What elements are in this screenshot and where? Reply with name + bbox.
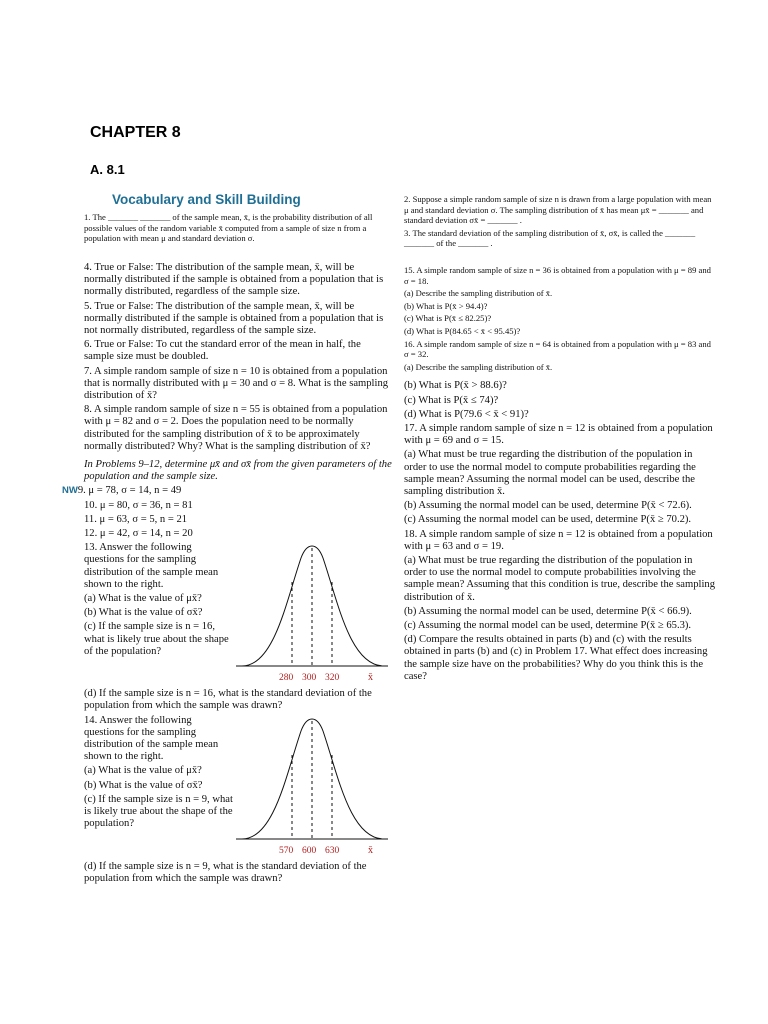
problem-13a: (a) What is the value of μx̄?	[84, 593, 202, 605]
chapter-title: CHAPTER 8	[90, 124, 181, 141]
left-column	[62, 192, 392, 887]
problem-18a: (a) What must be true regarding the distribution of the population in order to use the normal model to compute probabilities involving the sample mean? Assuming that this condition is true, describe the sampling distribution of x̄.	[404, 554, 715, 603]
problem-4: 4. True or False: The distribution of the sample mean, x̄, will be normally distributed if the sample is obtained from a population that is normally distributed, regardless of the sample size.	[84, 261, 384, 298]
nw-badge: NW	[62, 485, 78, 497]
problem-17: 17. A simple random sample of size n = 12 is obtained from a population with μ = 69 and σ = 15.	[404, 422, 713, 447]
problem-14-block	[84, 715, 392, 861]
instructions-9-12: In Problems 9–12, determine μx̄ and σx̄ from the given parameters of the population and the sample size.	[84, 459, 392, 483]
problem-18: 18. A simple random sample of size n = 12 is obtained from a population with μ = 63 and σ = 19.	[404, 528, 713, 552]
problem-16b: (b) What is P(x̄ > 88.6)?	[404, 380, 507, 392]
tick-320: 320	[325, 673, 340, 684]
problem-16: 16. A simple random sample of size n = 64 is obtained from a population with μ = 83 and σ = 32.	[404, 338, 711, 360]
problem-1: 1. The _______ _______ of the sample mean, x̄, is the probability distribution of all possible values of the random variable x̄ computed from a sample of size n from a population with mean μ and standard deviation σ.	[84, 212, 373, 244]
problem-16a: (a) Describe the sampling distribution of x̄.	[404, 361, 553, 372]
normal-curve-figure-13	[234, 542, 392, 688]
problem-13d: (d) If the sample size is n = 16, what is the standard deviation of the population from which the sample was drawn?	[84, 688, 372, 712]
problem-13: 13. Answer the following questions for the sampling distribution of the sample mean shown to the right.	[84, 542, 219, 590]
right-column	[404, 194, 716, 685]
tick-300: 300	[302, 673, 317, 684]
problem-17a: (a) What must be true regarding the distribution of the population in order to use the normal model to compute probabilities regarding the sample mean? Assuming the normal model can be used, describe the sampling distribution x̄.	[404, 449, 696, 497]
problem-15a: (a) Describe the sampling distribution of x̄.	[404, 288, 553, 299]
problem-9: NW9. μ = 78, σ = 14, n = 49	[62, 485, 182, 497]
tick-630: 630	[325, 845, 340, 856]
problem-15d: (d) What is P(84.65 < x̄ < 95.45)?	[404, 325, 521, 336]
xbar-label-13: x̄	[368, 672, 373, 684]
vocab-heading: Vocabulary and Skill Building	[112, 192, 301, 207]
xbar-label-14: x̄	[368, 844, 373, 856]
problem-2: 2. Suppose a simple random sample of size n is drawn from a large population with mean μ and standard deviation σ. The sampling distribution of x̄ has mean μx̄ = _______ and standard deviation σx̄ = _______ .	[404, 194, 712, 226]
tick-280: 280	[279, 673, 294, 684]
problem-18c: (c) Assuming the normal model can be used, determine P(x̄ ≥ 65.3).	[404, 619, 692, 631]
tick-600: 600	[302, 845, 317, 856]
problem-14b: (b) What is the value of σx̄?	[84, 779, 203, 791]
problem-17b: (b) Assuming the normal model can be used, determine P(x̄ < 72.6).	[404, 500, 692, 512]
problem-13-block	[84, 542, 392, 688]
section-label: A. 8.1	[90, 162, 125, 177]
problem-3: 3. The standard deviation of the sampling distribution of x̄, σx̄, is called the _______ _______ of the _______ .	[404, 227, 696, 249]
tick-570: 570	[279, 845, 294, 856]
problem-12: 12. μ = 42, σ = 14, n = 20	[84, 528, 193, 540]
problem-8: 8. A simple random sample of size n = 55 is obtained from a population with μ = 82 and σ = 2. Does the population need to be normally distributed for the sampling distribution of x̄ to be approximately normally distributed? Why? What is the sampling distribution of x̄?	[84, 404, 388, 452]
normal-curve-figure-14	[234, 715, 392, 861]
problem-18b: (b) Assuming the normal model can be used, determine P(x̄ < 66.9).	[404, 605, 692, 617]
problem-15b: (b) What is P(x̄ > 94.4)?	[404, 300, 488, 311]
normal-curve-14	[242, 719, 384, 839]
problem-15: 15. A simple random sample of size n = 36 is obtained from a population with μ = 89 and σ = 18.	[404, 264, 711, 286]
problem-13c: (c) If the sample size is n = 16, what is likely true about the shape of the population?	[84, 621, 229, 657]
normal-curve-13	[242, 546, 384, 666]
problem-14c: (c) If the sample size is n = 9, what is likely true about the shape of the population?	[84, 793, 233, 830]
problem-10: 10. μ = 80, σ = 36, n = 81	[84, 499, 193, 511]
problem-18d: (d) Compare the results obtained in parts (b) and (c) with the results obtained in parts (b) and (c) in Problem 17. What effect does increasing the sample size have on the probabilities? Why do you think this is the case?	[404, 634, 708, 682]
problem-15c: (c) What is P(x̄ ≤ 82.25)?	[404, 313, 492, 324]
problem-6: 6. True or False: To cut the standard error of the mean in half, the sample size must be doubled.	[84, 339, 361, 363]
problem-7: 7. A simple random sample of size n = 10 is obtained from a population that is normally distributed with μ = 30 and σ = 8. What is the sampling distribution of x̄?	[84, 365, 389, 402]
problem-11: 11. μ = 63, σ = 5, n = 21	[84, 513, 188, 525]
problem-16d: (d) What is P(79.6 < x̄ < 91)?	[404, 408, 529, 420]
problem-13b: (b) What is the value of σx̄?	[84, 607, 203, 619]
problem-16c: (c) What is P(x̄ ≤ 74)?	[404, 394, 499, 406]
problem-14a: (a) What is the value of μx̄?	[84, 765, 202, 777]
problem-14: 14. Answer the following questions for the sampling distribution of the sample mean shown to the right.	[84, 714, 219, 763]
problem-5: 5. True or False: The distribution of the sample mean, x̄, will be normally distributed if the sample is obtained from a population that is not normally distributed, regardless of the sample size.	[84, 300, 384, 336]
problem-17c: (c) Assuming the normal model can be used, determine P(x̄ ≥ 70.2).	[404, 514, 692, 526]
problem-14d: (d) If the sample size is n = 9, what is the standard deviation of the population from which the sample was drawn?	[84, 860, 367, 884]
